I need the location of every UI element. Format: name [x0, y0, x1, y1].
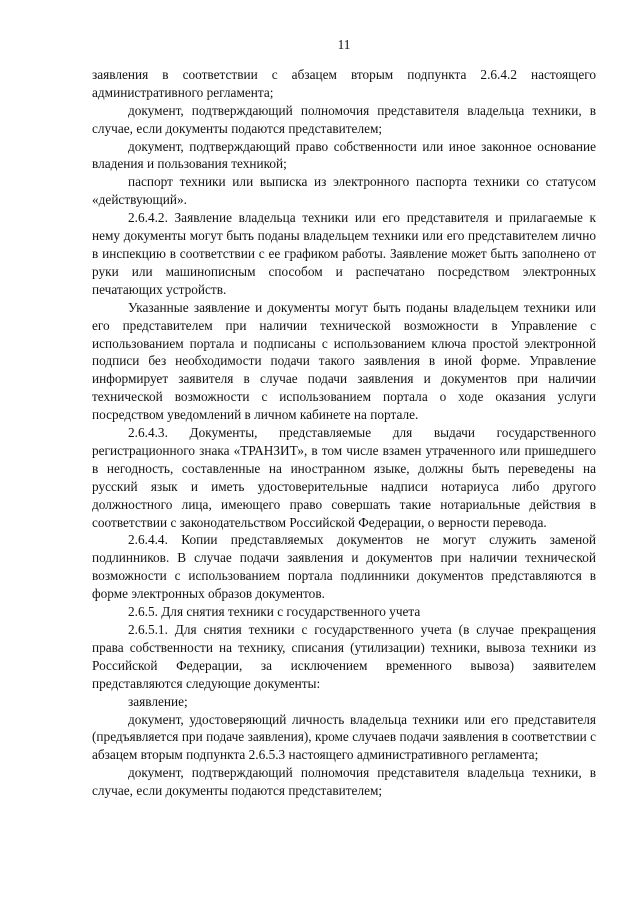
page-number: 11	[337, 37, 351, 52]
paragraph: документ, подтверждающий полномочия представителя владельца техники, в случае, если документы подаются представителем;	[92, 765, 596, 799]
paragraph: документ, подтверждающий полномочия представителя владельца техники, в случае, если документы подаются представителем;	[92, 102, 596, 136]
paragraph-continuation: заявления в соответствии с абзацем вторым подпункта 2.6.4.2 настоящего административного регламента;	[92, 66, 596, 100]
paragraph: документ, подтверждающий право собственности или иное законное основание владения и пользования техникой;	[92, 138, 596, 172]
paragraph: паспорт техники или выписка из электронного паспорта техники со статусом «действующий».	[92, 174, 596, 208]
paragraph: 2.6.4.3. Документы, представляемые для выдачи государственного регистрационного знака «ТРАНЗИТ», в том числе взамен утраченного или пришедшего в негодность, составленные на иностранном языке, должны быть переведены на русский язык и иметь удостоверительные надписи нотариуса либо другого должностного лица, имеющего право совершать такие нотариальные действия в соответствии с законодательством Российской Федерации, о верности перевода.	[92, 425, 596, 530]
paragraph: 2.6.4.4. Копии представляемых документов не могут служить заменой подлинников. В случае подачи заявления и документов при наличии технической возможности с использованием портала подлинники документов представляются в форме электронных образов документов.	[92, 532, 596, 602]
paragraph: документ, удостоверяющий личность владельца техники или его представителя (предъявляется при подаче заявления), кроме случаев подачи заявления в соответствии с абзацем вторым подпункта 2.6.5.3 настоящего административного регламента;	[92, 711, 596, 763]
document-page	[92, 36, 596, 800]
paragraph: 2.6.5.1. Для снятия техники с государственного учета (в случае прекращения права собственности на технику, списания (утилизации) техники, вывоза техники из Российской Федерации, за исключением временного вывоза) заявителем представляются следующие документы:	[92, 622, 596, 691]
paragraph: 2.6.4.2. Заявление владельца техники или его представителя и прилагаемые к нему документы могут быть поданы владельцем техники или его представителем лично в инспекцию в соответствии с ее графиком работы. Заявление может быть заполнено от руки или машинописным способом и распечатано посредством электронных печатающих устройств.	[92, 210, 596, 297]
paragraph: заявление;	[128, 693, 188, 709]
section-heading: 2.6.5. Для снятия техники с государственного учета	[128, 604, 421, 620]
paragraph: Указанные заявление и документы могут быть поданы владельцем техники или его представителем при наличии технической возможности в Управление с использованием портала и подписаны с использованием ключа простой электронной подписи без необходимости подачи такого заявления в иной форме. Управление информирует заявителя в случае подачи заявления и документов при наличии технической возможности с использованием портала о ходе оказания услуги посредством уведомлений в личном кабинете на портале.	[92, 299, 596, 423]
